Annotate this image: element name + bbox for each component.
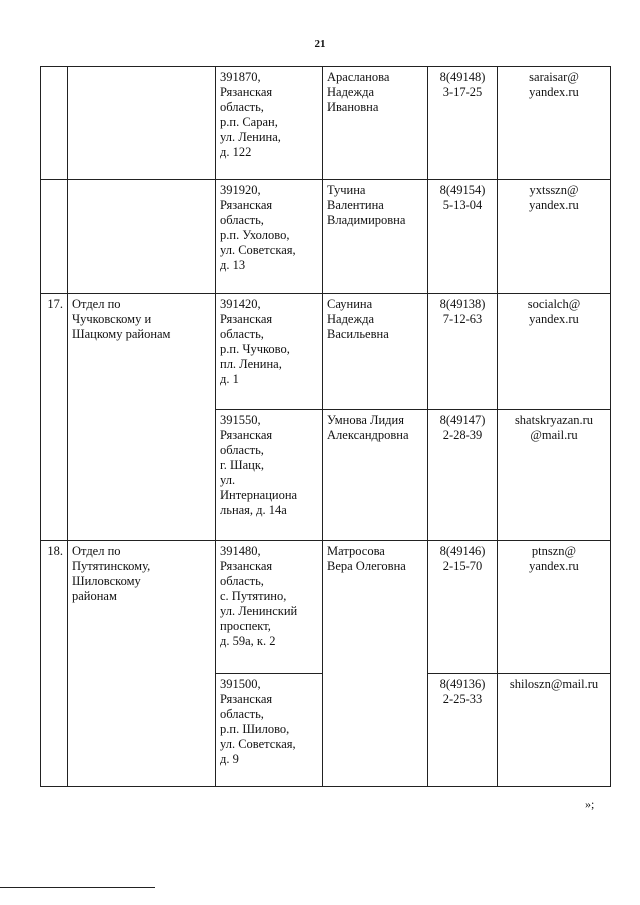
department-name: Отдел по Путятинскому, Шиловскому районам	[68, 541, 216, 787]
address-cell: 391420, Рязанская область, р.п. Чучково, пл. Ленина, д. 1	[216, 294, 323, 410]
email-cell: shatskryazan.ru @mail.ru	[498, 410, 611, 541]
page-number: 21	[314, 38, 326, 50]
contact-person-cell: Саунина Надежда Васильевна	[323, 294, 428, 410]
table-row	[41, 67, 611, 180]
address-cell: 391550, Рязанская область, г. Шацк, ул. Интернациона льная, д. 14а	[216, 410, 323, 541]
phone-cell: 8(49138) 7-12-63	[428, 294, 498, 410]
phone-cell: 8(49154) 5-13-04	[428, 180, 498, 294]
email-cell: shiloszn@mail.ru	[498, 674, 611, 787]
email-cell: ptnszn@ yandex.ru	[498, 541, 611, 674]
row-number	[41, 180, 68, 294]
contact-person-cell: Умнова Лидия Александровна	[323, 410, 428, 541]
department-name	[68, 67, 216, 180]
address-cell: 391920, Рязанская область, р.п. Ухолово, ул. Советская, д. 13	[216, 180, 323, 294]
email-cell: saraisar@ yandex.ru	[498, 67, 611, 180]
department-name: Отдел по Чучковскому и Шацкому районам	[68, 294, 216, 541]
table-row	[41, 541, 611, 674]
row-number: 17.	[41, 294, 68, 541]
contact-person-cell: Матросова Вера Олеговна	[323, 541, 428, 787]
table-row	[41, 180, 611, 294]
contact-person-cell: Арасланова Надежда Ивановна	[323, 67, 428, 180]
contact-person-cell: Тучина Валентина Владимировна	[323, 180, 428, 294]
row-number: 18.	[41, 541, 68, 787]
phone-cell: 8(49147) 2-28-39	[428, 410, 498, 541]
phone-cell: 8(49148) 3-17-25	[428, 67, 498, 180]
address-cell: 391480, Рязанская область, с. Путятино, ул. Ленинский проспект, д. 59а, к. 2	[216, 541, 323, 674]
phone-cell: 8(49136) 2-25-33	[428, 674, 498, 787]
department-name	[68, 180, 216, 294]
departments-table	[40, 66, 611, 787]
footnote-separator	[0, 887, 155, 888]
address-cell: 391870, Рязанская область, р.п. Саран, ул. Ленина, д. 122	[216, 67, 323, 180]
phone-cell: 8(49146) 2-15-70	[428, 541, 498, 674]
table-row	[41, 294, 611, 410]
row-number	[41, 67, 68, 180]
email-cell: socialch@ yandex.ru	[498, 294, 611, 410]
address-cell: 391500, Рязанская область, р.п. Шилово, ул. Советская, д. 9	[216, 674, 323, 787]
closing-quote-mark: »;	[585, 797, 595, 811]
email-cell: yxtsszn@ yandex.ru	[498, 180, 611, 294]
